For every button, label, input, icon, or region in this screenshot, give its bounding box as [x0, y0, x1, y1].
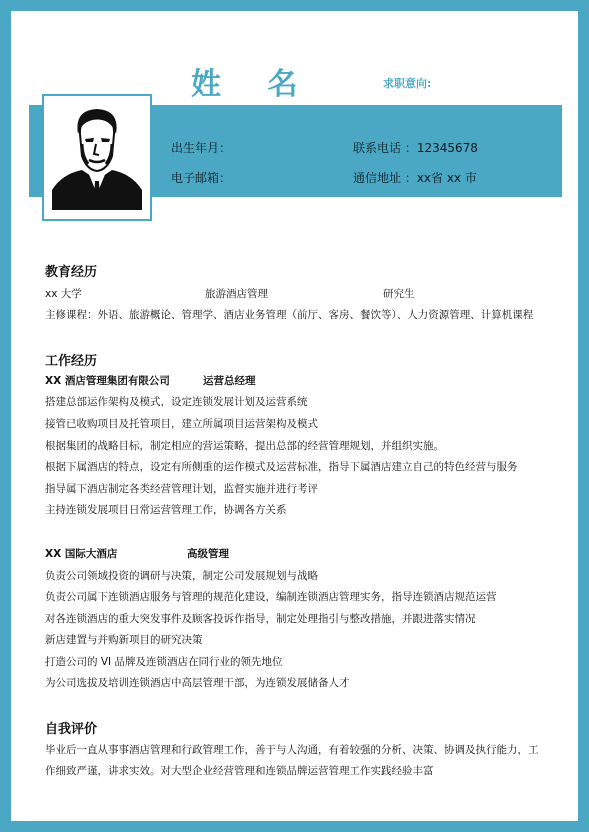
education-courses: 主修课程：外语、旅游概论、管理学、酒店业务管理（前厅、客房、餐饮等）、人力资源管理、计算机课程: [45, 309, 534, 321]
self-eval-title: 自我评价: [45, 722, 98, 737]
job2-duty: 负责公司属下连锁酒店服务与管理的规范化建设，编制连锁酒店管理实务，指导连锁酒店规范运营: [45, 591, 497, 603]
self-eval-text: 毕业后一直从事事酒店管理和行政管理工作，善于与人沟通，有着较强的分析、决策、协调及执行能力，工: [45, 744, 539, 756]
job2-company: XX 国际大酒店: [45, 548, 118, 560]
job1-position: 运营总经理: [203, 375, 256, 387]
portrait-image: [52, 104, 142, 210]
job2-duty: 打造公司的 VI 品牌及连锁酒店在同行业的领先地位: [45, 656, 283, 668]
job2-position: 高级管理: [187, 548, 229, 560]
photo-frame: [42, 94, 152, 221]
job1-duty: 根据下属酒店的特点，设定有所侧重的运作模式及运营标准，指导下属酒店建立自己的特色经营与服务: [45, 461, 518, 473]
job1-duty: 根据集团的战略目标，制定相应的营运策略，提出总部的经营管理规划，并组织实施。: [45, 440, 444, 452]
resume-page: [11, 11, 578, 821]
avatar: [52, 104, 142, 210]
job1-duty: 主持连锁发展项目日常运营管理工作，协调各方关系: [45, 504, 287, 516]
education-title: 教育经历: [45, 265, 98, 280]
job2-duty: 新店建置与并购新项目的研究决策: [45, 634, 203, 646]
birth-label: 出生年月：: [171, 141, 232, 155]
job1-duty: 接管已收购项目及托管项目，建立所属项目运营架构及模式: [45, 418, 318, 430]
job1-duty: 搭建总部运作架构及模式，设定连锁发展计划及运营系统: [45, 396, 308, 408]
work-title: 工作经历: [45, 354, 98, 369]
email-label: 电子邮箱：: [171, 171, 232, 185]
job2-duty: 负责公司领域投资的调研与决策，制定公司发展规划与战略: [45, 570, 318, 582]
address-label: 通信地址 ：xx省 xx 市: [353, 171, 477, 185]
job1-company: XX 酒店管理集团有限公司: [45, 375, 170, 387]
job1-duty: 指导属下酒店制定各类经营管理计划，监督实施并进行考评: [45, 483, 318, 495]
phone-label: 联系电话 ：12345678: [353, 141, 478, 155]
candidate-name: 姓 名: [191, 67, 316, 102]
education-school: xx 大学: [45, 288, 82, 300]
job-intent-label: 求职意向:: [383, 77, 432, 90]
job2-duty: 为公司选拔及培训连锁酒店中高层管理干部，为连锁发展储备人才: [45, 677, 350, 689]
job2-duty: 对各连锁酒店的重大突发事件及顾客投诉作指导，制定处理指引与整改措施，并跟进落实情况: [45, 613, 476, 625]
education-major: 旅游酒店管理: [205, 288, 268, 300]
self-eval-text: 作细致严谨，讲求实效。对大型企业经营管理和连锁品牌运营管理工作实践经验丰富: [45, 765, 434, 777]
education-degree: 研究生: [383, 288, 415, 300]
